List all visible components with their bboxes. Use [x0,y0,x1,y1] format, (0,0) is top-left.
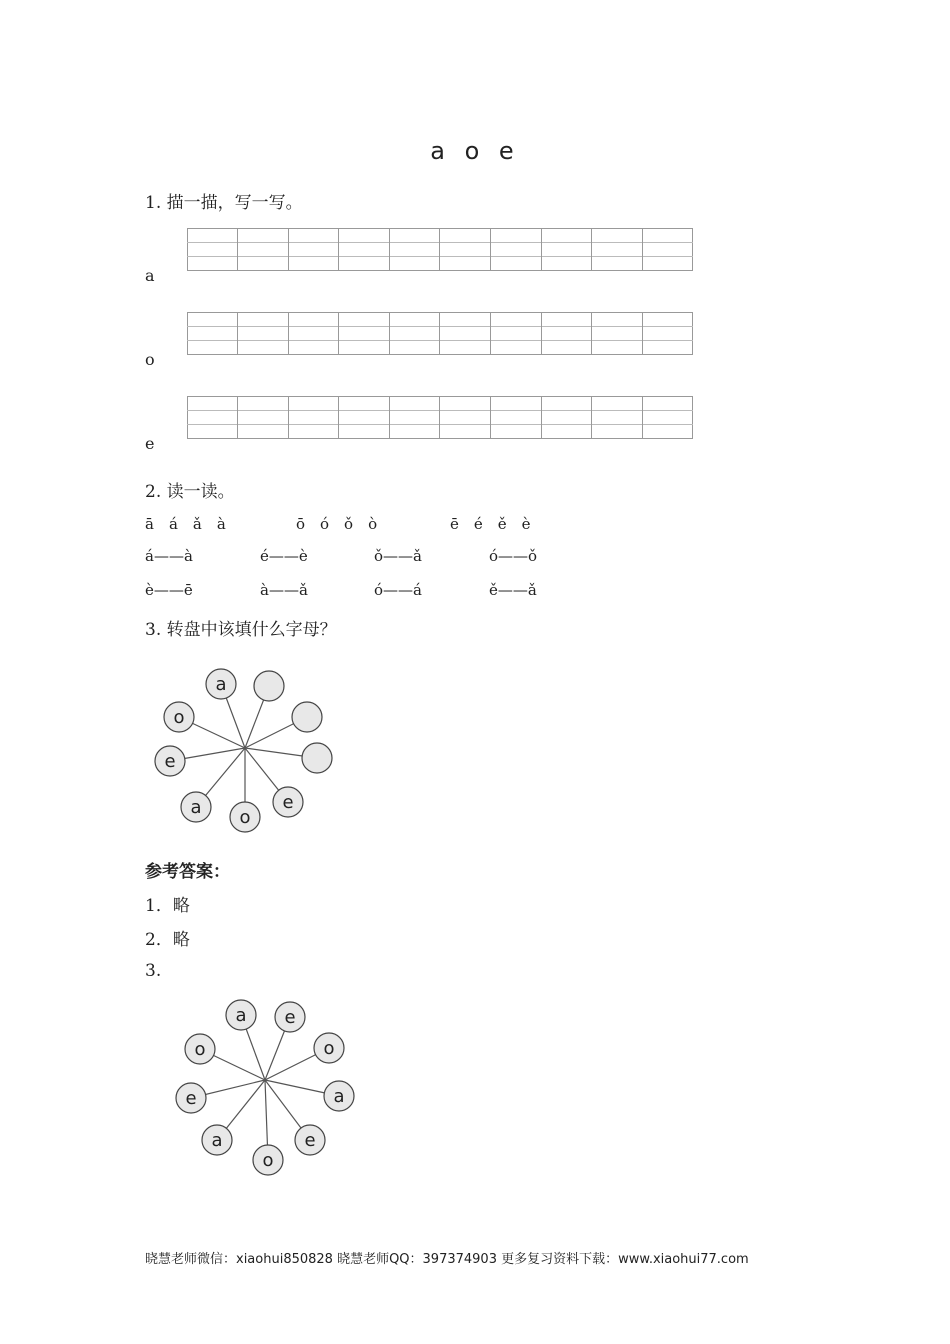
writing-grid-e[interactable] [187,396,693,439]
wheel-letter: o [194,1039,206,1060]
letter-wheel-question [145,660,355,840]
answer-2: 2．略 [145,930,190,950]
answer-1: 1．略 [145,896,190,916]
tone-group-e: ē é ě è [450,515,531,533]
row-letter-a: a [145,266,155,285]
tone-pair: ó——á [374,581,422,599]
wheel-letter: e [164,751,176,772]
tone-row-3 [145,581,845,601]
writing-grid-o[interactable] [187,312,693,355]
footer-contact: 晓慧老师微信：xiaohui850828 晓慧老师QQ：397374903 更多复习资料下载：www.xiaohui77.com [145,1252,749,1267]
wheel-letter: a [215,674,227,695]
tone-group-o: ō ó ǒ ò [296,515,378,533]
wheel-node[interactable] [302,743,332,773]
wheel-node[interactable] [292,702,322,732]
question-3-heading: 3. 转盘中该填什么字母？ [145,620,337,640]
tone-pair: é——è [260,547,308,565]
tone-pair: ě——ǎ [489,581,537,599]
row-letter-o: o [145,350,155,369]
wheel-letter: e [185,1088,197,1109]
wheel-letter: e [282,792,294,813]
tone-pair: è——ē [145,581,193,599]
writing-grid-a[interactable] [187,228,693,271]
letter-wheel-answer [165,990,375,1180]
wheel-letter: a [190,797,202,818]
tone-pair: ó——ǒ [489,547,538,565]
page-title: a o e [430,137,520,165]
question-1-heading: 1. 描一描，写一写。 [145,193,303,213]
tone-group-a: ā á ǎ à [145,515,226,533]
wheel-letter: a [333,1086,345,1107]
wheel-letter: o [323,1038,335,1059]
wheel-letter: a [235,1005,247,1026]
tone-pair: à——ǎ [260,581,308,599]
wheel-letter: e [284,1007,296,1028]
wheel-letter: e [304,1130,316,1151]
row-letter-e: e [145,434,155,453]
tone-row-1 [145,513,845,533]
question-2-heading: 2. 读一读。 [145,482,235,502]
answer-heading: 参考答案： [145,862,230,882]
wheel-letter: o [173,707,185,728]
wheel-letter: o [239,807,251,828]
tone-pair: á——à [145,547,193,565]
wheel-letter: a [211,1130,223,1151]
tone-pair: ǒ——ǎ [374,547,422,565]
wheel-node[interactable] [254,671,284,701]
answer-3: 3. [145,961,162,981]
tone-row-2 [145,547,845,567]
wheel-letter: o [262,1150,274,1171]
